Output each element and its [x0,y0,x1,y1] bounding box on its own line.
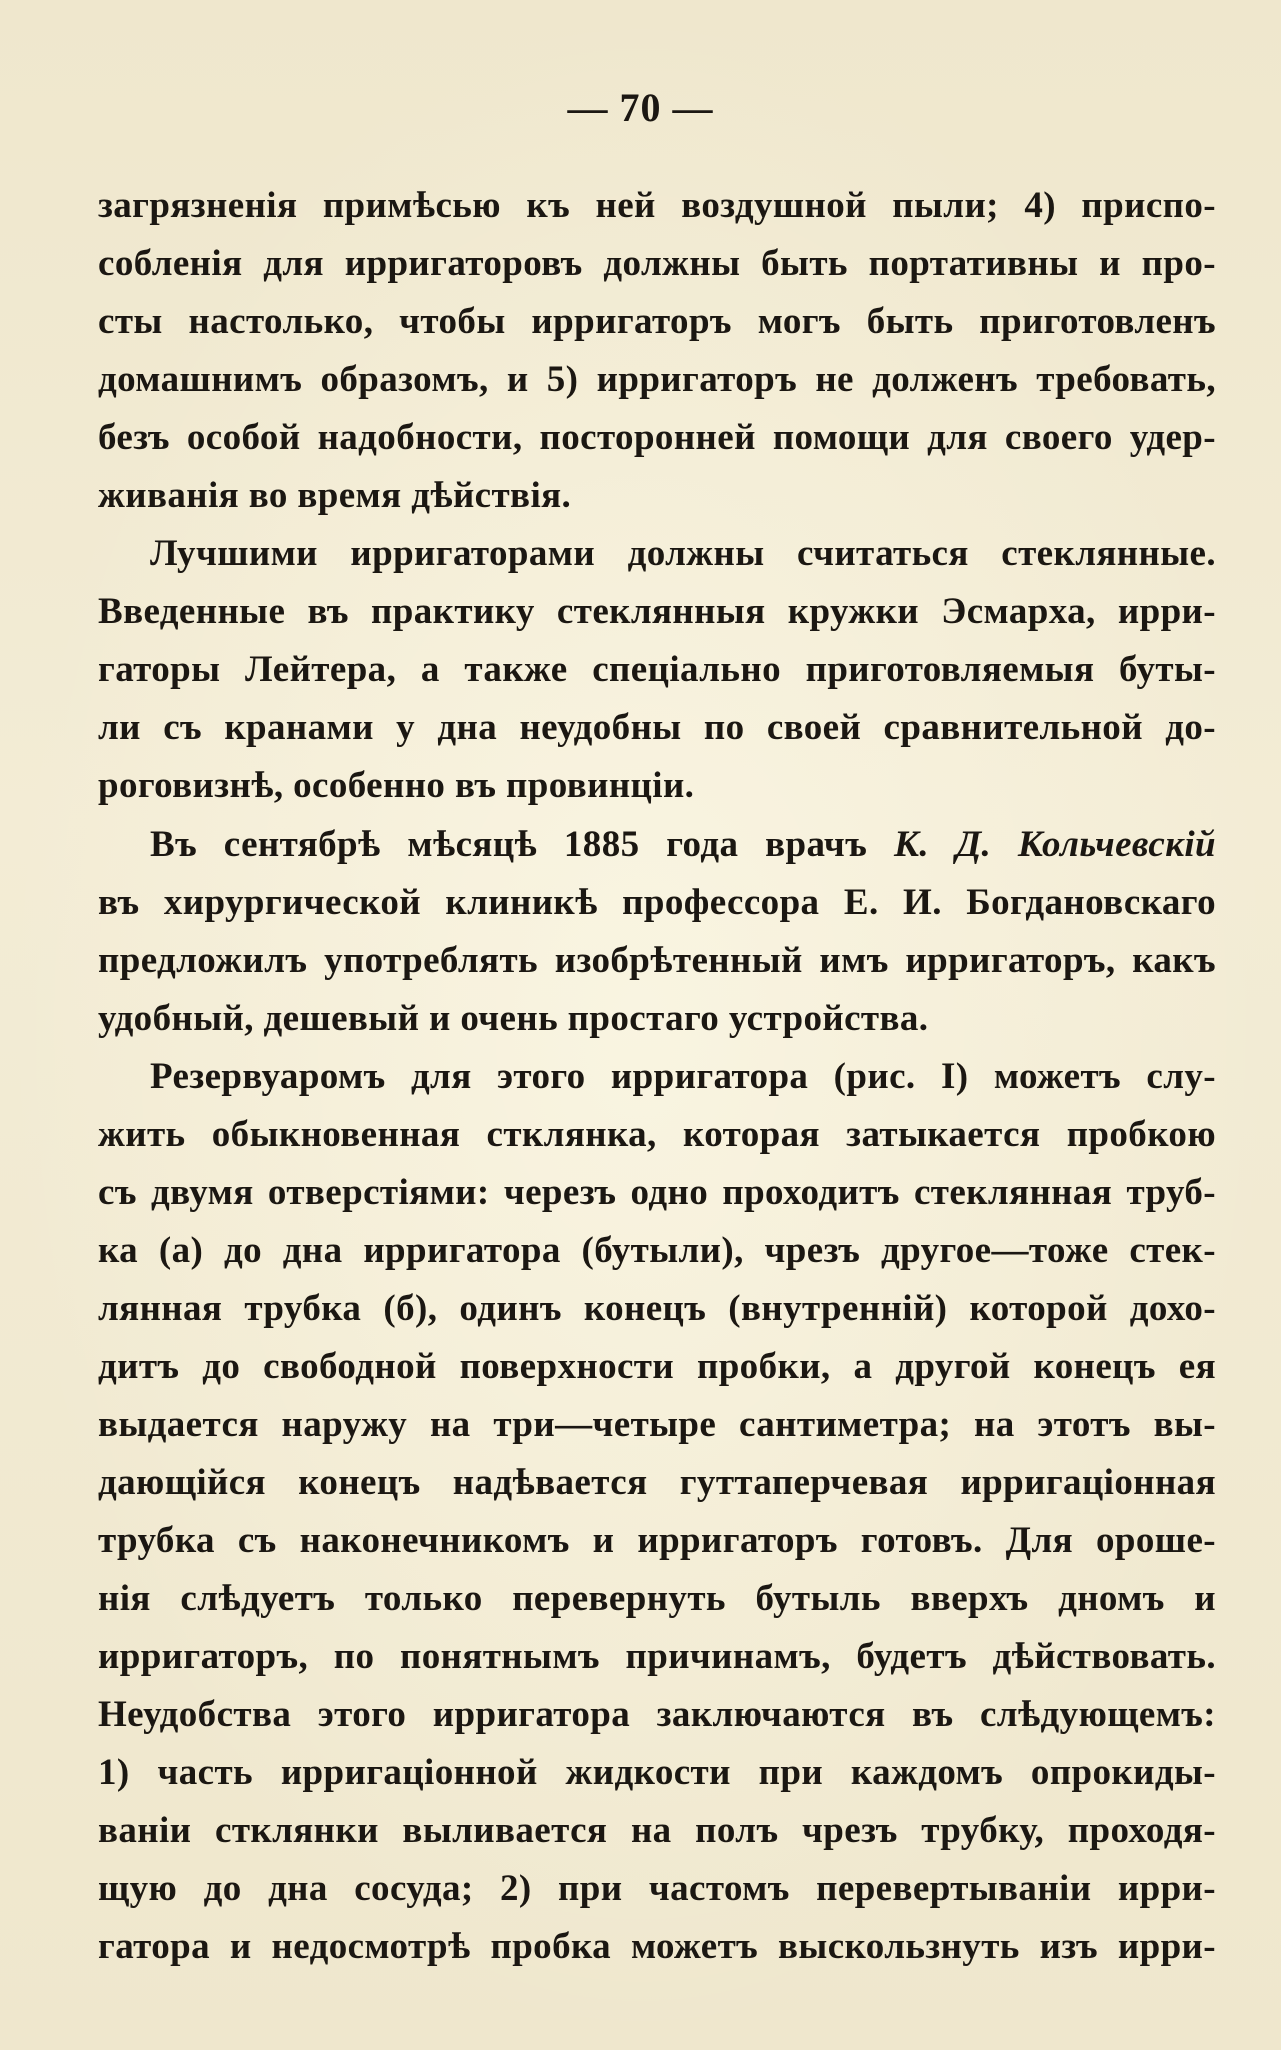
text-line: дающійся конецъ надѣвается гуттаперчевая ирригаціонная [98,1462,1216,1504]
text-run: Въ сентябрѣ мѣсяцѣ 1885 года врачъ [150,823,894,865]
text-line: съ двумя отверстіями: черезъ одно проходитъ стеклянная труб- [98,1171,1216,1213]
text-line: гатора и недосмотрѣ пробка можетъ выскользнуть изъ ирри- [98,1926,1216,1968]
text-line: Лучшими ирригаторами должны считаться стеклянные. [150,533,1216,575]
text-line: предложилъ употреблять изобрѣтенный имъ ирригаторъ, какъ [98,939,1216,981]
text-line: загрязненія примѣсью къ ней воздушной пыли; 4) приспо- [98,185,1216,226]
text-line: роговизнѣ, особенно въ провинціи. [98,765,695,807]
text-line: живанія во время дѣйствія. [98,475,572,517]
text-line: безъ особой надобности, посторонней помощи для своего удер- [98,417,1216,459]
text-line: Резервуаромъ для этого ирригатора (рис. I) можетъ слу- [150,1055,1216,1097]
text-line: собленія для ирригаторовъ должны быть портативны и про- [98,243,1216,285]
text-line: сты настолько, чтобы ирригаторъ могъ быть приготовленъ [98,301,1216,343]
text-line: удобный, дешевый и очень простаго устройства. [98,997,929,1039]
text-line: жить обыкновенная стклянка, которая затыкается пробкою [98,1113,1216,1155]
text-line: лянная трубка (б), одинъ конецъ (внутренній) которой дохо- [98,1287,1216,1329]
body-text [98,177,1216,1976]
text-line: 1) часть ирригаціонной жидкости при каждомъ опрокиды- [98,1752,1216,1794]
text-line: Введенные въ практику стеклянныя кружки Эсмарха, ирри- [98,591,1216,633]
text-line: ка (а) до дна ирригатора (бутыли), чрезъ другое—тоже стек- [98,1229,1216,1271]
text-line: трубка съ наконечникомъ и ирригаторъ готовъ. Для ороше- [98,1520,1216,1562]
text-line: въ хирургической клиникѣ профессора Е. И. Богдановскаго [98,881,1216,923]
text-line: домашнимъ образомъ, и 5) ирригаторъ не долженъ требовать, [98,359,1216,401]
text-line: выдается наружу на три—четыре сантиметра; на этотъ вы- [98,1403,1216,1445]
author-name: К. Д. Кольчевскій [893,823,1217,865]
text-line: щую до дна сосуда; 2) при частомъ перевертываніи ирри- [98,1868,1216,1910]
text-line: ли съ кранами у дна неудобны по своей сравнительной до- [98,707,1216,749]
text-line: Неудобства этого ирригатора заключаются въ слѣдующемъ: [98,1694,1216,1736]
page-number: — 70 — [567,85,714,130]
text-line: ваніи стклянки выливается на полъ чрезъ трубку, проходя- [98,1810,1216,1852]
text-line: дитъ до свободной поверхности пробки, а другой конецъ ея [98,1345,1216,1387]
text-line: нія слѣдуетъ только перевернуть бутыль вверхъ дномъ и [98,1578,1216,1620]
text-line: ирригаторъ, по понятнымъ причинамъ, будетъ дѣйствовать. [98,1636,1216,1678]
text-line: гаторы Лейтера, а также спеціально приготовляемыя буты- [98,649,1216,691]
text-line [98,816,1216,874]
